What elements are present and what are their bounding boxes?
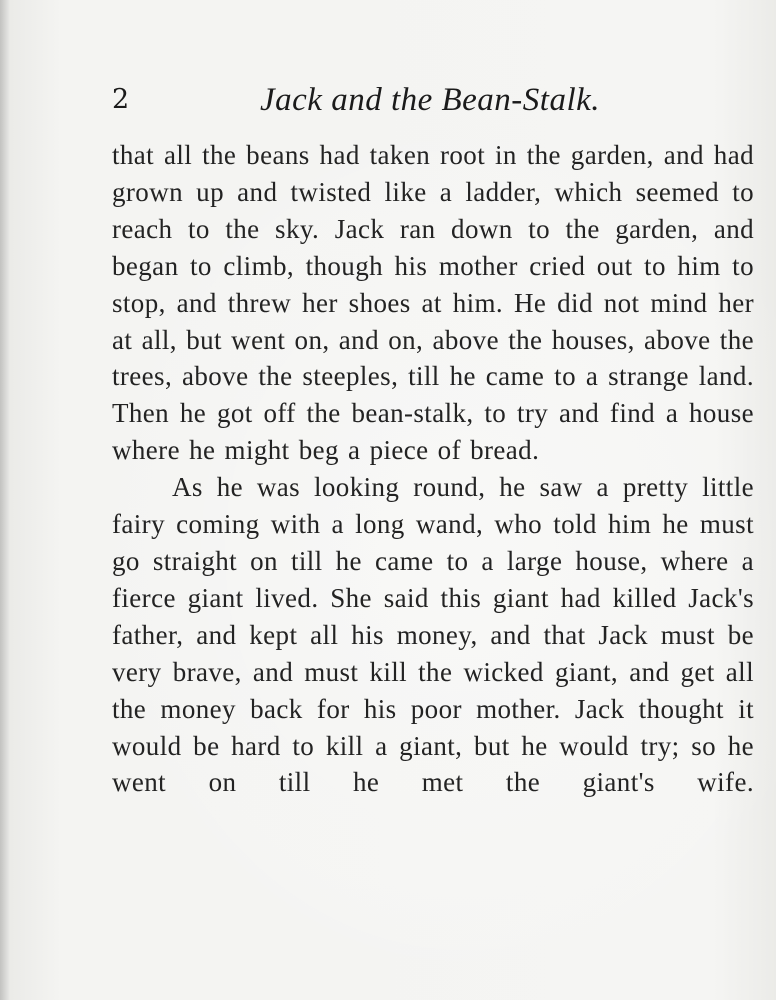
running-title: Jack and the Bean-Stalk.	[260, 82, 601, 118]
page-edge-shadow	[0, 0, 10, 1000]
body-text	[112, 137, 754, 801]
page-number: 2	[112, 84, 130, 115]
running-head	[112, 82, 756, 126]
paragraph-1: that all the beans had taken root in the garden, and had grown up and twisted like a ladder, which seemed to reach to the sky. Jack ran down to the garden, and began to climb, though his mother cried out to him to stop, and threw her shoes at him. He did not mind her at all, but went on, and on, above the houses, above the trees, above the steeples, till he came to a strange land. Then he got off the bean-stalk, to try and find a house where he might beg a piece of bread.	[112, 140, 754, 466]
paragraph-2: As he was looking round, he saw a pretty little fairy coming with a long wand, who told him he must go straight on till he came to a large house, where a fierce giant lived. She said this giant had killed Jack's father, and kept all his money, and that Jack must be very brave, and must kill the wicked giant, and get all the money back for his poor mother. Jack thought it would be hard to kill a giant, but he would try; so he went on till he met the giant's wife.	[112, 472, 754, 798]
